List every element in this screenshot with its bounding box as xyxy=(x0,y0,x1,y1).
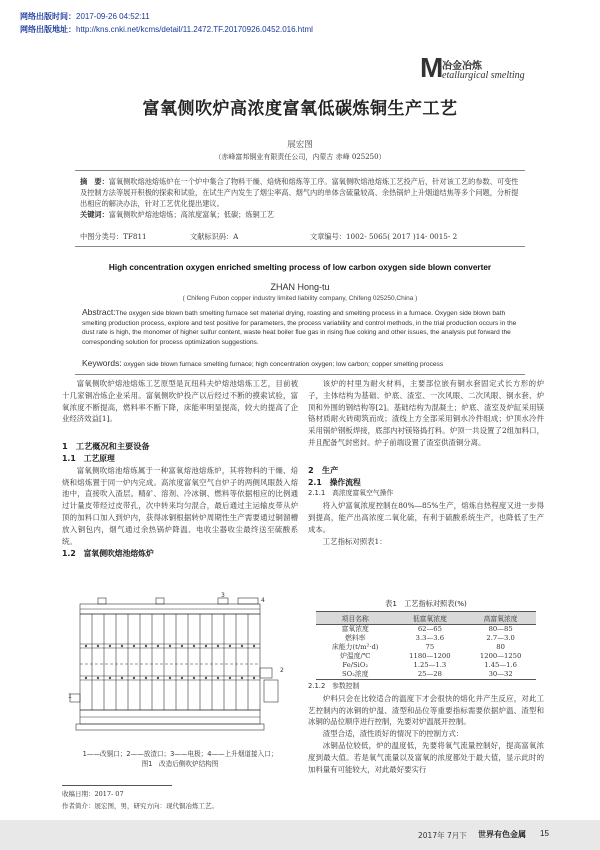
uptake-flue-inlet xyxy=(238,598,258,604)
received-date: 收稿日期：2017- 07 xyxy=(62,790,124,798)
section-2-heading: 2 生产 xyxy=(308,464,339,475)
table-cell: 25—28 xyxy=(395,670,466,680)
figure-caption: 图1 改造后侧吹炉结构图 xyxy=(141,760,219,768)
table-row xyxy=(316,661,536,670)
article-number: 文章编号：1002- 5065( 2017 )14- 0015- 2 xyxy=(310,232,458,241)
table-cell: 床能力(t/m²·d) xyxy=(332,643,379,652)
english-keywords-text: oxygen side blown furnace smelting furnace; high concentration oxygen; low carbon; copper smelting process xyxy=(123,361,444,368)
figure-label-1: 1 xyxy=(68,693,72,700)
table-cell: 炉温度/℃ xyxy=(340,652,371,661)
table-row xyxy=(316,670,536,680)
table-cell: 30—32 xyxy=(465,670,536,680)
section-1-heading: 1 工艺概况和主要设备 xyxy=(62,441,150,452)
feed-port-1 xyxy=(98,598,106,604)
table-cell: 1200—1250 xyxy=(479,652,522,661)
journal-name: 世界有色金属 xyxy=(478,830,526,839)
table-cell: 80 xyxy=(496,643,505,652)
page-footer xyxy=(0,820,600,850)
body-top-rule xyxy=(75,374,525,375)
table-header-row xyxy=(316,612,536,625)
matte-grade-paragraph: 冰铜品位较低，炉的温度低，先要将氧气流量控制好，提高富氧浓度到最大值。若是氧气流量以及富氧的浓度都处于最大值，显示此时的加料量有可能较大，对此最好要实行 xyxy=(308,740,544,774)
section-2-1-1-heading: 2.1.1 高浓度富氧空气操作 xyxy=(308,489,394,498)
table-cell: SO₂浓度 xyxy=(316,670,395,680)
journal-section-logo xyxy=(420,52,585,83)
table-cell: 富氧浓度 xyxy=(341,625,369,633)
table-cell: 1.45—1.6 xyxy=(484,661,517,670)
document-code: 文献标识码：A xyxy=(190,232,239,241)
table-title: 表1 工艺指标对照表(%) xyxy=(385,599,467,608)
abstract-zh xyxy=(80,176,522,220)
author-affiliation: （赤峰富邦铜业有限责任公司，内蒙古 赤峰 025250） xyxy=(214,153,386,161)
table-header-cell: 项目名称 xyxy=(316,612,395,625)
table-row xyxy=(316,652,536,661)
author-bio: 作者简介：展宏图，男，研究方向：现代铜冶炼工艺。 xyxy=(62,802,218,810)
slag-chamber xyxy=(264,680,278,702)
page-number: 15 xyxy=(540,829,549,838)
publish-address-line: 网络出版地址：http://kns.cnki.net/kcms/detail/11.2472.TF.20170926.0452.016.html xyxy=(20,25,313,34)
table-row xyxy=(316,643,536,652)
right-column xyxy=(308,378,544,547)
paper-title: 富氧侧吹炉高浓度富氧低碳炼铜生产工艺 xyxy=(142,99,458,119)
english-abstract xyxy=(82,308,522,347)
table-cell: 75 xyxy=(425,643,435,652)
table-header-cell: 高富氧浓度 xyxy=(465,612,536,625)
section-2-1-heading: 2.1 操作流程 xyxy=(308,477,361,487)
table-cell: 1.25—1.3 xyxy=(413,661,447,670)
abstract-label: 摘 要： xyxy=(80,177,109,186)
cnki-header xyxy=(20,10,313,36)
right-column-continued xyxy=(308,681,544,775)
table-cell: Fe/SiO₂ xyxy=(342,661,369,670)
slag-tap-hole xyxy=(260,668,272,678)
table-row xyxy=(316,625,536,635)
table-header-cell: 低富氧浓度 xyxy=(395,612,466,625)
section-2-1-2-text: 炉料只会在比较适合的温度下才会很快的熔化并产生反应，对此工艺控制内的冰铜的炉温、渣型和品位等重要指标需要依据炉温、渣型和冰铜的品位顺序进行控制，先要对炉温展开控制。 xyxy=(308,693,544,727)
table-cell: 62—65 xyxy=(417,625,442,633)
table-cell: 2.7—3.0 xyxy=(486,634,515,643)
slag-control-paragraph: 渣型合适，渣性质好的情况下的控制方式： xyxy=(322,729,464,739)
abstract-bottom-rule xyxy=(75,246,525,247)
english-affiliation: ( Chifeng Fubon copper industry limited liability company, Chifeng 025250,China ) xyxy=(182,295,418,302)
section-1-2-heading: 1.2 富氧侧吹熔池熔炼炉 xyxy=(62,549,154,559)
table-cell: 燃料率 xyxy=(345,634,366,643)
abstract-top-rule xyxy=(75,170,525,171)
furnace-shell xyxy=(80,614,260,710)
english-author: ZHAN Hong-tu xyxy=(270,282,330,292)
section-1-1-heading: 1.1 工艺原理 xyxy=(62,453,115,463)
english-abstract-text: The oxygen side blown bath smelting furnace set material drying, roasting and smelting process in a furnace. Oxygen side blown bath smelting production process, explore and test positive for parameters, the process variability and control methods, in the trial production occurs in the dust rate is high, the monomer of higher sulfur content, waste heat boiler flue gas in rising flue coking and other issues, the analysis put forward the corresponding solution for process optimization suggestions. xyxy=(82,310,517,346)
keywords-text: 富氧侧吹炉熔池熔炼；高浓度富氧；低碳；炼铜工艺 xyxy=(108,210,275,219)
figure-label-3: 3 xyxy=(221,592,225,599)
process-index-table xyxy=(316,611,536,680)
table-cell: 80—85 xyxy=(488,625,513,633)
publish-address-link[interactable]: http://kns.cnki.net/kcms/detail/11.2472.TF.20170926.0452.016.html xyxy=(76,25,313,34)
furnace-lining-paragraph: 该炉的村里为耐火材料，主要部位嵌有铜水套固定式长方形的炉子，主体结构为基础、炉底、渣室、一次风眼、二次风眼、铜水套、炉顶和外围的钢结构等[2]。基础结构为混凝土；炉底、渣室及炉缸采用镁铬材质耐火砖砌筑而成；渣线上方全部采用铜水冷件组成；炉顶水冷件采用锅炉钢板焊接，底部内衬镁铬捣打料。炉顶一共设置了2组加料口，并且配备气封密封。炉子前端设置了渣室供渣铜分离。 xyxy=(308,379,544,447)
water-jacket-lines xyxy=(92,614,248,710)
figure-label-2: 2 xyxy=(280,667,284,674)
section-1-1-text: 富氧侧吹熔池熔炼属于一种富氧熔池熔炼炉，其将物料的干燥、焙烧和熔炼置于同一炉内完成。高浓度富氧空气自炉子的两侧风眼鼓入熔池中，直接吹入渣层。精矿、溶剂、冷冰铜、燃料等依据相应的比例通过计量皮带经过皮带孔，次中转来均匀混合，最后通过主运输皮带从炉顶的加料口加入到炉内，获得冰铜根据转炉周期性生产需要通过铜溜槽放入铜包内，烟气通过余热锅炉降温、电收尘器收尘最终送至硫酸系统。 xyxy=(62,465,298,546)
section-logo-letter: M xyxy=(420,52,444,83)
english-abstract-label: Abstract: xyxy=(82,307,116,317)
feed-port-2 xyxy=(156,598,164,604)
footnote-rule xyxy=(62,785,172,786)
english-keywords-label: Keywords: xyxy=(82,358,122,368)
english-title: High concentration oxygen enriched smelting process of low carbon oxygen side blown converter xyxy=(108,263,492,272)
section-name-en: etallurgical smelting xyxy=(442,70,525,81)
publish-time-line: 网络出版时间：2017-09-26 04:52:11 xyxy=(20,12,150,21)
keywords-label: 关键词： xyxy=(80,210,109,219)
base-frame xyxy=(76,724,264,730)
issue-date: 2017年 7月下 xyxy=(418,831,467,840)
intro-paragraph: 富氧侧吹炉熔池熔炼工艺原型是瓦纽科夫炉熔池熔炼工艺，目前被十几家铜冶炼企业采用。富氧侧吹炉投产以后经过不断的摸索试验，富氧浓度不断提高，燃料率不断下降，床能率明显提高，较大的提高了企业经济效益[1]。 xyxy=(62,379,298,424)
figure-label-4: 4 xyxy=(261,597,265,604)
furnace-structure-figure xyxy=(68,592,288,748)
figure-legend: 1——改铜口；2——放渣口；3——电极；4——上升烟道接入口； xyxy=(82,750,278,758)
clc-number: 中图分类号：TF811 xyxy=(80,232,147,241)
author-name: 展宏图 xyxy=(287,140,313,150)
table-cell: 3.3—3.6 xyxy=(415,634,445,643)
section-2-1-2-heading: 2.1.2 参数控制 xyxy=(308,682,360,690)
english-keywords xyxy=(82,359,522,370)
table-intro: 工艺指标对照表1： xyxy=(322,536,387,546)
left-column xyxy=(62,378,298,560)
table-row xyxy=(316,634,536,643)
table-cell: 1180—1200 xyxy=(409,652,451,661)
section-name-zh: 冶金冶炼 xyxy=(442,61,482,72)
abstract-text: 富氧侧吹熔池熔炼炉在一个炉中集合了物料干燥、焙烧和熔炼等工序。富氧侧吹熔池熔炼工艺投产后，针对该工艺的参数、可变性及控制方法等展开积极的探索和试验，在试生产内发生了烟尘率高、烟气内的单体含硫量较高、余热锅炉上升烟道结焦等多个问题，分析提出相应的解决办法，针对工艺优化提出建议。 xyxy=(80,177,519,208)
section-2-1-1-text: 将入炉富氧浓度控制在80%—85%生产，熔炼自热程度又进一步得到提高，能产出高浓度二氧化硫，有利于硫酸系统生产，也降低了生产成本。 xyxy=(308,501,544,534)
